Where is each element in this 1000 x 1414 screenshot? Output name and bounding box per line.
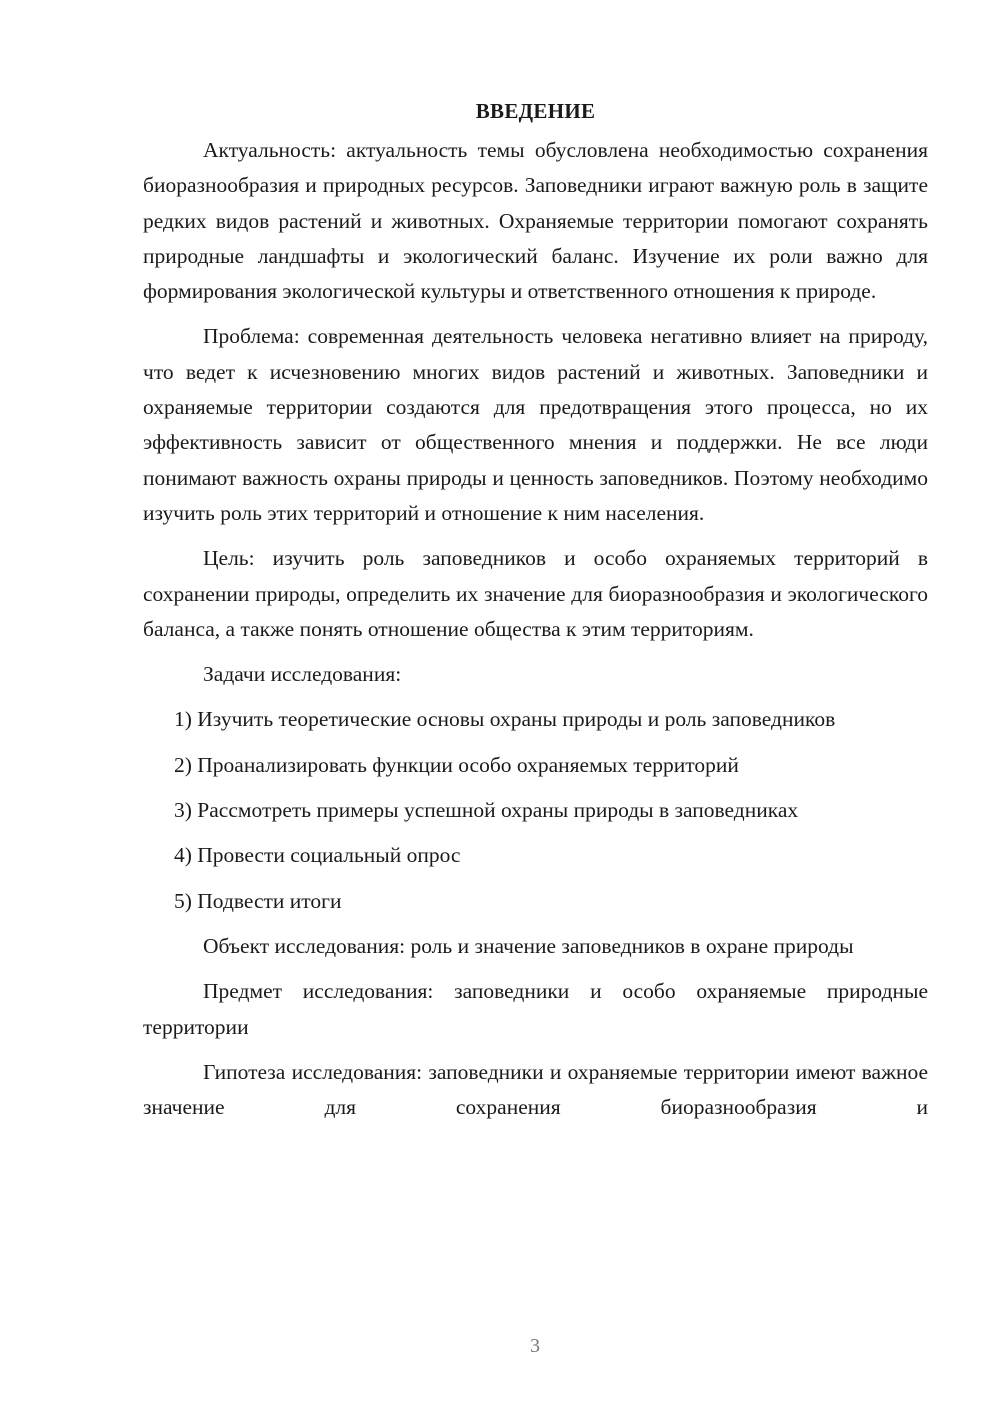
task-item-5: 5) Подвести итоги (174, 888, 342, 913)
paragraph-object: Объект исследования: роль и значение заповедников в охране природы (203, 933, 854, 958)
task-item-2: 2) Проанализировать функции особо охраняемых территорий (174, 752, 739, 777)
paragraph-goal: Цель: изучить роль заповедников и особо охраняемых территорий в сохранении природы, определить их значение для биоразнообразия и экологического баланса, а также понять отношение общества к этим территориям. (143, 546, 928, 641)
tasks-title: Задачи исследования: (203, 662, 402, 687)
task-item-4: 4) Провести социальный опрос (174, 843, 461, 868)
document-page (143, 96, 928, 1125)
paragraph-subject: Предмет исследования: заповедники и особо охраняемые природные территории (143, 979, 928, 1039)
task-item-1: 1) Изучить теоретические основы охраны природы и роль заповедников (174, 707, 836, 732)
paragraph-relevance: Актуальность: актуальность темы обусловлена необходимостью сохранения биоразнообразия и природных ресурсов. Заповедники играют важную роль в защите редких видов растений и животных. Охраняемые территории помогают сохранять природные ландшафты и экологический баланс. Изучение их роли важно для формирования экологической культуры и ответственного отношения к природе. (143, 138, 928, 304)
task-item-3: 3) Рассмотреть примеры успешной охраны природы в заповедниках (174, 798, 799, 823)
paragraph-problem: Проблема: современная деятельность человека негативно влияет на природу, что ведет к исчезновению многих видов растений и животных. Заповедники и охраняемые территории создаются для предотвращения этого процесса, но их эффективность зависит от общественного мнения и поддержки. Не все люди понимают важность охраны природы и ценность заповедников. Поэтому необходимо изучить роль этих территорий и отношение к ним населения. (143, 324, 928, 525)
document-heading: ВВЕДЕНИЕ (475, 99, 596, 123)
paragraph-hypothesis: Гипотеза исследования: заповедники и охраняемые территории имеют важное значение для сохранения биоразнообразия и (143, 1059, 928, 1120)
page-number: 3 (530, 1335, 540, 1357)
